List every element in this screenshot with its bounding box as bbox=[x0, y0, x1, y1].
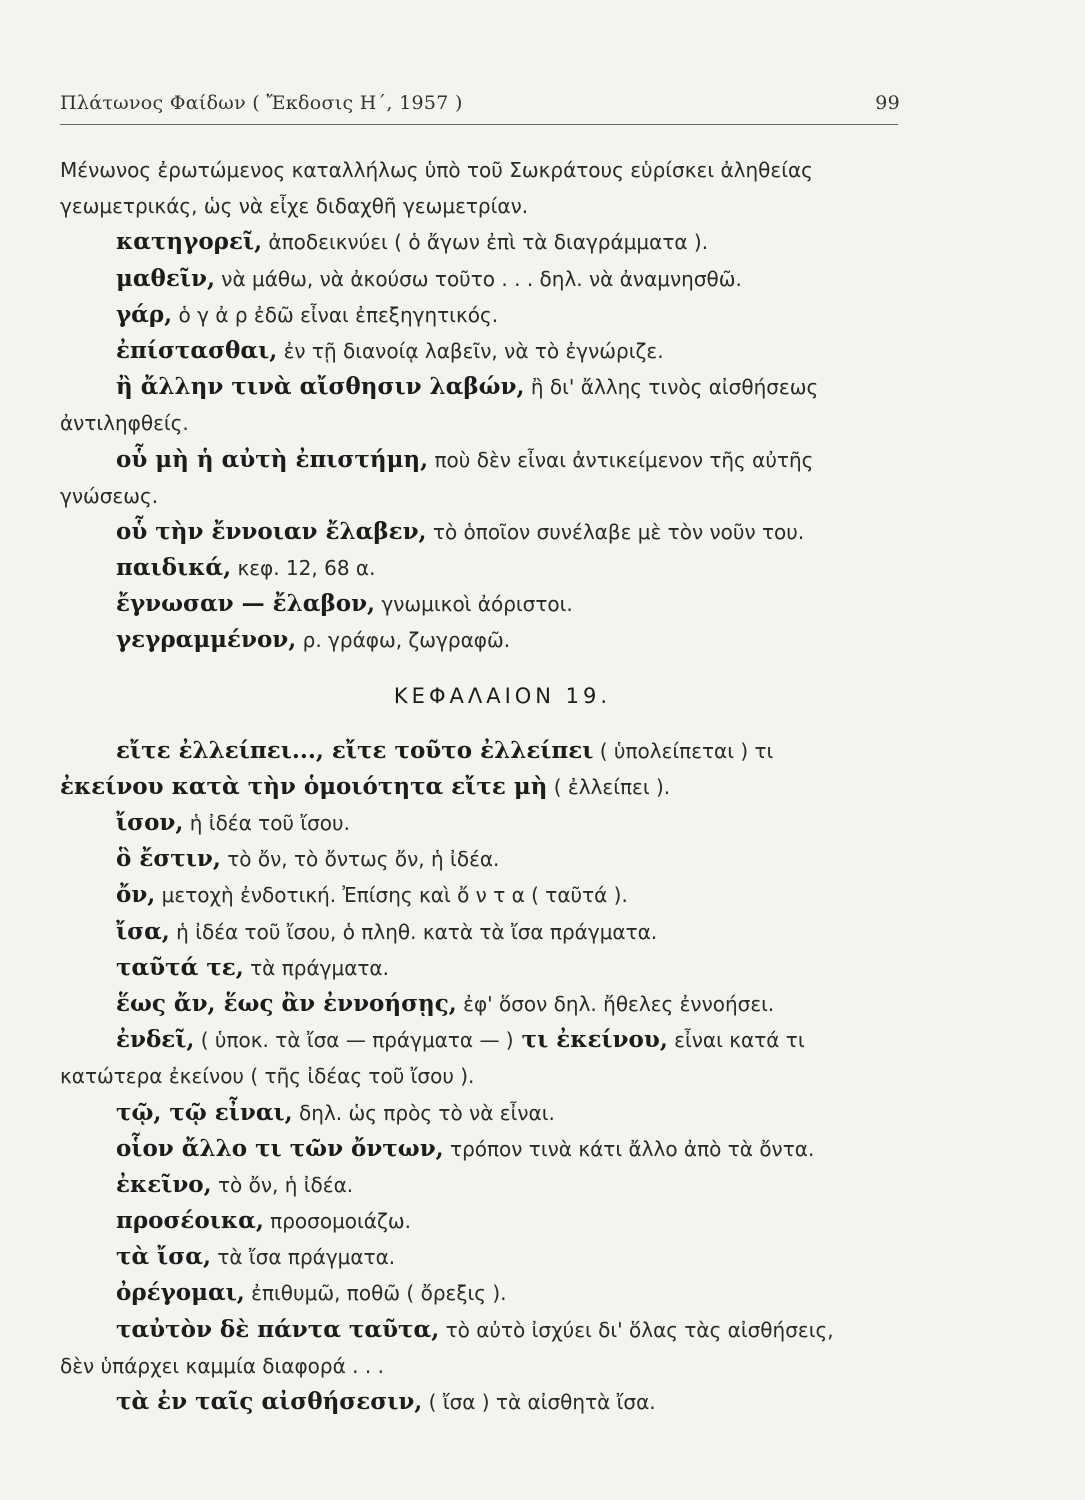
text-line bbox=[60, 478, 905, 514]
header-rule bbox=[60, 124, 898, 125]
lemma: ταῦτά τε, bbox=[116, 953, 244, 981]
gloss: προσομοιάζω. bbox=[263, 1209, 411, 1234]
gloss: ἢ δι' ἄλλης τινὸς αἰσθήσεως bbox=[524, 375, 819, 400]
gloss: τὸ ὄν, τὸ ὄντως ὄν, ἡ ἰδέα. bbox=[220, 847, 500, 872]
lemma: τι ἐκείνου, bbox=[513, 1026, 668, 1054]
gloss: ( ἐλλείπει ). bbox=[547, 774, 671, 799]
lemma-line bbox=[60, 1095, 905, 1131]
lemma-line bbox=[60, 914, 905, 950]
lemma: ἐπίστασθαι, bbox=[116, 336, 278, 364]
lemma-line bbox=[60, 261, 905, 297]
page-number: 99 bbox=[875, 92, 900, 114]
lemma: οὗ τὴν ἔννοιαν ἔλαβεν, bbox=[116, 517, 427, 545]
gloss: τὸ ὁποῖον συνέλαβε μὲ τὸν νοῦν του. bbox=[426, 519, 805, 544]
gloss: εἶναι κατά τι bbox=[667, 1028, 805, 1053]
lemma: ἐκείνου κατὰ τὴν ὁμοιότητα εἴτε μὴ bbox=[60, 772, 548, 800]
gloss: ἡ ἰδέα τοῦ ἴσου, ὁ πληθ. κατὰ τὰ ἴσα πράγματα. bbox=[169, 919, 658, 944]
running-header bbox=[60, 92, 900, 114]
lemma: οἷον ἄλλο τι τῶν ὄντων, bbox=[116, 1134, 444, 1162]
lemma-line bbox=[60, 442, 905, 478]
lemma-line bbox=[60, 333, 905, 369]
lemma: ἴσα, bbox=[116, 917, 170, 945]
lemma: προσέοικα, bbox=[116, 1207, 264, 1235]
chapter-heading: ΚΕΦΑΛΑΙΟΝ 19. bbox=[393, 683, 612, 708]
lemma: ἕως ἄν, ἕως ἂν ἐννοήσῃς, bbox=[116, 989, 457, 1017]
gloss: τὸ ὄν, ἡ ἰδέα. bbox=[211, 1172, 354, 1197]
gloss: τὰ ἴσα πράγματα. bbox=[210, 1245, 396, 1270]
gloss: ὁ γ ἀ ρ ἐδῶ εἶναι ἐπεξηγητικός. bbox=[172, 302, 499, 327]
gloss: ἀποδεικνύει ( ὁ ἄγων ἐπὶ τὰ διαγράμματα ). bbox=[262, 230, 709, 255]
running-title: Πλάτωνος Φαίδων ( Ἔκδοσις Η΄, 1957 ) bbox=[60, 92, 463, 114]
lemma-line bbox=[60, 514, 905, 550]
lemma: μαθεῖν, bbox=[116, 264, 215, 292]
lemma-line bbox=[60, 586, 905, 622]
gloss: ( ὑπολείπεται ) τι bbox=[593, 738, 774, 763]
text-line bbox=[60, 152, 905, 188]
lemma: παιδικά, bbox=[116, 554, 232, 582]
lemma-line bbox=[60, 877, 905, 913]
continuation-text: γεωμετρικάς, ὡς νὰ εἶχε διδαχθῆ γεωμετρίαν. bbox=[60, 194, 529, 219]
gloss: ρ. γράφω, ζωγραφῶ. bbox=[296, 628, 511, 653]
chapter-gap bbox=[60, 659, 905, 673]
lemma-line bbox=[60, 297, 905, 333]
text-line bbox=[60, 1058, 905, 1094]
lemma-line bbox=[60, 1203, 905, 1239]
lemma-line bbox=[60, 1275, 905, 1311]
gloss: μετοχὴ ἐνδοτική. Ἐπίσης καὶ ὄ ν τ α ( ταῦτά ). bbox=[155, 883, 628, 908]
lemma: ὄν, bbox=[116, 881, 156, 909]
gloss: ἡ ἰδέα τοῦ ἴσου. bbox=[183, 811, 350, 835]
lemma: κατηγορεῖ, bbox=[116, 228, 263, 256]
lemma: οὗ μὴ ἡ αὐτὴ ἐπιστήμη, bbox=[116, 445, 429, 473]
lemma-line bbox=[60, 1022, 905, 1058]
gloss: ποὺ δὲν εἶναι ἀντικείμενον τῆς αὐτῆς bbox=[428, 447, 814, 472]
lemma-line bbox=[60, 1239, 905, 1275]
lemma: ἴσον, bbox=[116, 809, 184, 836]
gloss: κεφ. 12, 68 α. bbox=[231, 556, 376, 581]
lemma: τὰ ἐν ταῖς αἰσθήσεσιν, bbox=[116, 1388, 423, 1415]
continuation-text: γνώσεως. bbox=[60, 483, 159, 508]
gloss: ἐπιθυμῶ, ποθῶ ( ὄρεξις ). bbox=[244, 1281, 507, 1306]
lemma-line bbox=[60, 550, 905, 586]
text-line bbox=[60, 1348, 905, 1384]
lemma: τὰ ἴσα, bbox=[116, 1243, 211, 1271]
lemma-line bbox=[60, 224, 905, 260]
lemma: γάρ, bbox=[116, 300, 173, 328]
gloss: γνωμικοὶ ἀόριστοι. bbox=[375, 592, 573, 617]
text-line bbox=[60, 188, 905, 224]
gloss: δηλ. ὡς πρὸς τὸ νὰ εἶναι. bbox=[292, 1100, 555, 1125]
gloss: ( ὑποκ. τὰ ἴσα — πράγματα — ) bbox=[194, 1028, 514, 1053]
lemma: ἢ ἄλλην τινὰ αἴσθησιν λαβών, bbox=[116, 373, 525, 401]
lemma-line bbox=[60, 369, 905, 405]
lemma-line bbox=[60, 841, 905, 877]
lemma-line bbox=[60, 733, 905, 769]
lemma: γεγραμμένον, bbox=[116, 626, 297, 654]
commentary-body bbox=[60, 152, 905, 1420]
lemma-line bbox=[60, 1167, 905, 1203]
lemma-line bbox=[60, 1384, 905, 1420]
lemma: ἐκεῖνο, bbox=[116, 1170, 212, 1198]
lemma: τῷ, τῷ εἶναι, bbox=[116, 1098, 293, 1126]
lemma-line bbox=[60, 986, 905, 1022]
lemma-line bbox=[60, 1131, 905, 1167]
gloss: ( ἴσα ) τὰ αἰσθητὰ ἴσα. bbox=[422, 1390, 656, 1414]
continuation-text: Μένωνος ἐρωτώμενος καταλλήλως ὑπὸ τοῦ Σωκράτους εὑρίσκει ἀληθείας bbox=[60, 158, 813, 182]
gloss: ἐν τῇ διανοίᾳ λαβεῖν, νὰ τὸ ἐγνώριζε. bbox=[277, 338, 664, 363]
lemma-line bbox=[60, 805, 905, 841]
gloss: τρόπον τινὰ κάτι ἄλλο ἀπὸ τὰ ὄντα. bbox=[443, 1136, 815, 1161]
continuation-text: ἀντιληφθείς. bbox=[60, 411, 189, 436]
chapter-gap bbox=[60, 719, 905, 733]
lemma-line bbox=[60, 622, 905, 658]
lemma: ὃ ἔστιν, bbox=[116, 845, 221, 873]
lemma-line bbox=[60, 950, 905, 986]
lemma-line bbox=[60, 769, 905, 805]
lemma: ἐνδεῖ, bbox=[116, 1026, 195, 1054]
gloss: ἐφ' ὅσον δηλ. ἤθελες ἐννοήσει. bbox=[456, 991, 775, 1016]
lemma-line bbox=[60, 1312, 905, 1348]
lemma: ταὐτὸν δὲ πάντα ταῦτα, bbox=[116, 1315, 440, 1343]
continuation-text: κατώτερα ἐκείνου ( τῆς ἰδέας τοῦ ἴσου ). bbox=[60, 1064, 475, 1089]
gloss: νὰ μάθω, νὰ ἀκούσω τοῦτο . . . δηλ. νὰ ἀναμνησθῶ. bbox=[214, 266, 742, 291]
lemma: ὀρέγομαι, bbox=[116, 1279, 245, 1307]
text-line bbox=[60, 405, 905, 441]
continuation-text: δὲν ὑπάρχει καμμία διαφορά . . . bbox=[60, 1353, 384, 1378]
lemma: εἴτε ἐλλείπει..., εἴτε τοῦτο ἐλλείπει bbox=[116, 736, 594, 764]
lemma: ἔγνωσαν — ἔλαβον, bbox=[116, 590, 376, 618]
gloss: τὸ αὐτὸ ἰσχύει δι' ὅλας τὰς αἰσθήσεις, bbox=[439, 1317, 834, 1342]
gloss: τὰ πράγματα. bbox=[243, 955, 389, 980]
